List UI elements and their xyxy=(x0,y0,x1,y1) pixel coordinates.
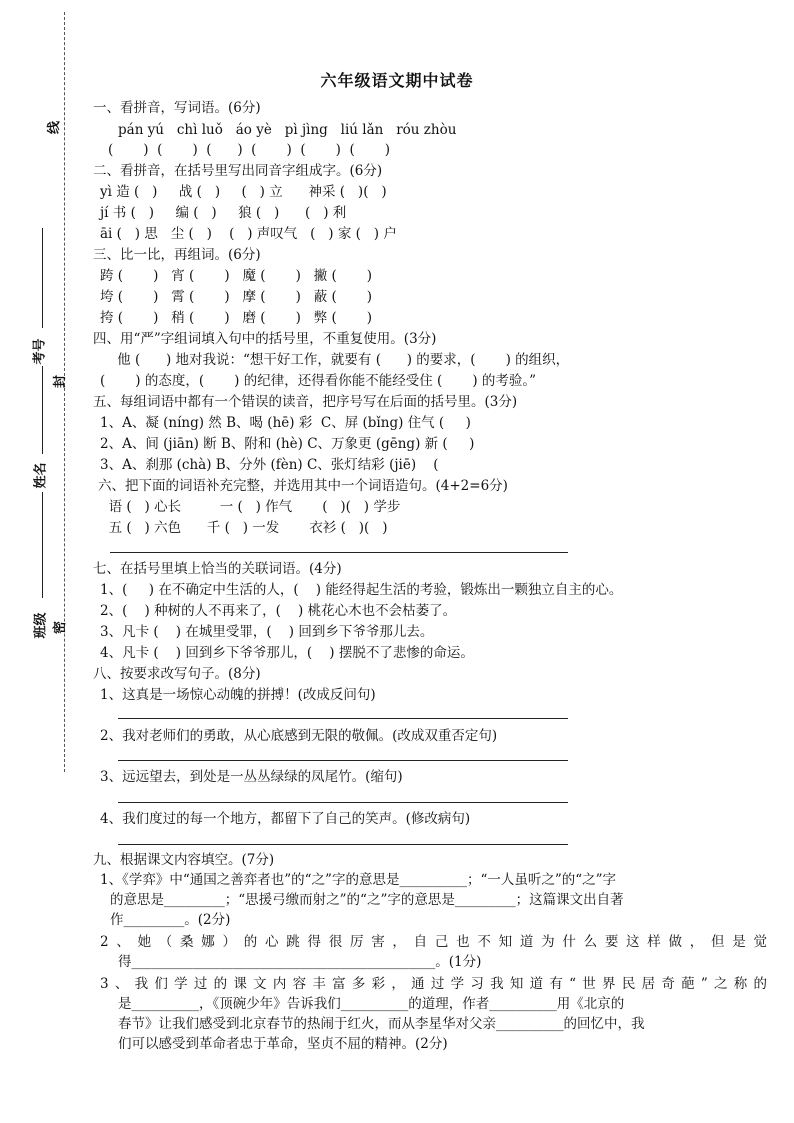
s9-q2-line-1: 2、她（桑娜）的心跳得很厉害，自己也不知道为什么要这样做，但是觉 xyxy=(100,934,767,950)
binding-label-banji: 班级 xyxy=(33,612,49,639)
s6-row-1[interactable]: 语 ( ) 心长 一 ( ) 作气 ( )( ) 学步 xyxy=(100,499,401,515)
s3-row-1[interactable]: 跨 ( ) 宵 ( ) 魔 ( ) 撇 ( ) xyxy=(100,268,373,284)
s9-q1-line-3[interactable]: 作_________。(2分) xyxy=(110,912,231,928)
s2-heading: 二、看拼音，在括号里写出同音字组成字。(6分) xyxy=(93,163,383,179)
s7-heading: 七、在括号里填上恰当的关联词语。(4分) xyxy=(93,561,342,577)
s1-answer-blanks[interactable]: ( ) ( ) ( ) ( ) ( ) ( ) xyxy=(108,142,391,158)
kaohao-write-line[interactable] xyxy=(42,228,43,328)
s9-q2-line-2[interactable]: 得_____________________________________________。(1分) xyxy=(118,954,482,970)
s8-question-1: 1、这真是一场惊心动魄的拼搏！(改成反问句) xyxy=(100,687,376,703)
s8-answer-line-4[interactable] xyxy=(118,844,568,845)
s6-sentence-line[interactable] xyxy=(110,552,568,553)
s6-heading: 六、把下面的词语补充完整，并选用其中一个词语造句。(4+2=6分) xyxy=(98,478,508,494)
s7-row-2[interactable]: 2、( ) 种树的人不再来了，( ) 桃花心木也不会枯萎了。 xyxy=(100,603,457,619)
s5-row-3[interactable]: 3、A、刹那 (chà) B、分外 (fèn) C、张灯结彩 (jiē) ( xyxy=(100,457,439,473)
s3-heading: 三、比一比，再组词。(6分) xyxy=(93,247,261,263)
s4-heading: 四、用“严”字组词填入句中的括号里，不重复使用。(3分) xyxy=(93,331,437,347)
binding-label-feng: 封 xyxy=(53,374,69,389)
s5-heading: 五、每组词语中都有一个错误的读音，把序号写在后面的括号里。(3分) xyxy=(93,394,518,410)
s9-q3-line-3[interactable]: 春节》让我们感受到北京春节的热闹于红火，而从李星华对父亲__________的回忆中，我 xyxy=(118,1016,645,1032)
s9-heading: 九、根据课文内容填空。(7分) xyxy=(93,852,275,868)
s8-question-2: 2、我对老师们的勇敢，从心底感到无限的敬佩。(改成双重否定句) xyxy=(100,728,498,744)
s6-row-2[interactable]: 五 ( ) 六色 千 ( ) 一发 衣衫 ( )( ) xyxy=(100,520,388,536)
s8-answer-line-3[interactable] xyxy=(118,802,568,803)
binding-label-xian: 线 xyxy=(47,120,63,135)
banji-write-line[interactable] xyxy=(42,492,43,598)
binding-dashed-line xyxy=(64,12,65,772)
s2-row-2[interactable]: jí 书 ( ) 编 ( ) 狼 ( ) ( ) 利 xyxy=(100,205,347,221)
s9-q3-line-1: 3、我们学过的课文内容丰富多彩，通过学习我知道有“世界民居奇葩”之称的 xyxy=(100,976,767,992)
s9-q3-line-2[interactable]: 是__________，《顶碗少年》告诉我们__________的道理，作者__________用《北京的 xyxy=(118,996,625,1012)
page-title: 六年级语文期中试卷 xyxy=(320,71,474,90)
s8-question-3: 3、远远望去，到处是一丛丛绿绿的凤尾竹。(缩句) xyxy=(100,769,403,785)
s1-pinyin: pán yú chì luǒ áo yè pì jìng liú lǎn róu zhòu xyxy=(118,122,457,138)
s7-row-3[interactable]: 3、凡卡 ( ) 在城里受罪，( ) 回到乡下爷爷那儿去。 xyxy=(100,624,434,640)
xingming-write-line[interactable] xyxy=(42,366,43,454)
s7-row-1[interactable]: 1、( ) 在不确定中生活的人，( ) 能经得起生活的考验，锻炼出一颗独立自主的心。 xyxy=(100,582,623,598)
s2-row-1[interactable]: yì 造 ( ) 战 ( ) ( ) 立 神采 ( )( ) xyxy=(100,184,387,200)
s8-answer-line-1[interactable] xyxy=(118,718,568,719)
s1-heading: 一、看拼音，写词语。(6分) xyxy=(93,100,261,116)
s8-answer-line-2[interactable] xyxy=(118,760,568,761)
s2-row-3[interactable]: āi ( ) 思 尘 ( ) ( ) 声叹气 ( ) 家 ( ) 户 xyxy=(100,226,397,242)
s5-row-1[interactable]: 1、A、凝 (níng) 然 B、喝 (hē) 彩 C、屏 (bǐng) 住气 ( ) xyxy=(100,415,471,431)
s9-q1-line-1[interactable]: 1、《学弈》中“通国之善弈者也”的“之”字的意思是__________；“一人虽听之”的“之”字 xyxy=(100,872,617,888)
binding-label-mi: 密 xyxy=(53,620,69,635)
s4-line-2[interactable]: ( ) 的态度，( ) 的纪律，还得看你能不能经受住 ( ) 的考验。” xyxy=(100,373,537,389)
s4-line-1[interactable]: 他 ( ) 地对我说：“想干好工作，就要有 ( ) 的要求，( ) 的组织， xyxy=(100,352,570,368)
s9-q3-line-4: 们可以感受到革命者忠于革命，坚贞不屈的精神。(2分) xyxy=(118,1036,448,1052)
binding-label-xingming: 姓名 xyxy=(33,462,49,489)
s8-heading: 八、按要求改写句子。(8分) xyxy=(93,666,261,682)
s7-row-4[interactable]: 4、凡卡 ( ) 回到乡下爷爷那儿，( ) 摆脱不了悲惨的命运。 xyxy=(100,645,474,661)
s5-row-2[interactable]: 2、A、间 (jiān) 断 B、附和 (hè) C、万象更 (gēng) 新 ( ) xyxy=(100,436,475,452)
s9-q1-line-2[interactable]: 的意思是_________；“思援弓缴而射之”的“之”字的意思是_________；这篇课文出自著 xyxy=(110,892,624,908)
s8-question-4: 4、我们度过的每一个地方，都留下了自己的笑声。(修改病句) xyxy=(100,811,471,827)
s3-row-2[interactable]: 垮 ( ) 霄 ( ) 摩 ( ) 蔽 ( ) xyxy=(100,289,373,305)
s3-row-3[interactable]: 挎 ( ) 稍 ( ) 磨 ( ) 弊 ( ) xyxy=(100,310,373,326)
binding-label-kaohao: 考号 xyxy=(32,338,48,365)
